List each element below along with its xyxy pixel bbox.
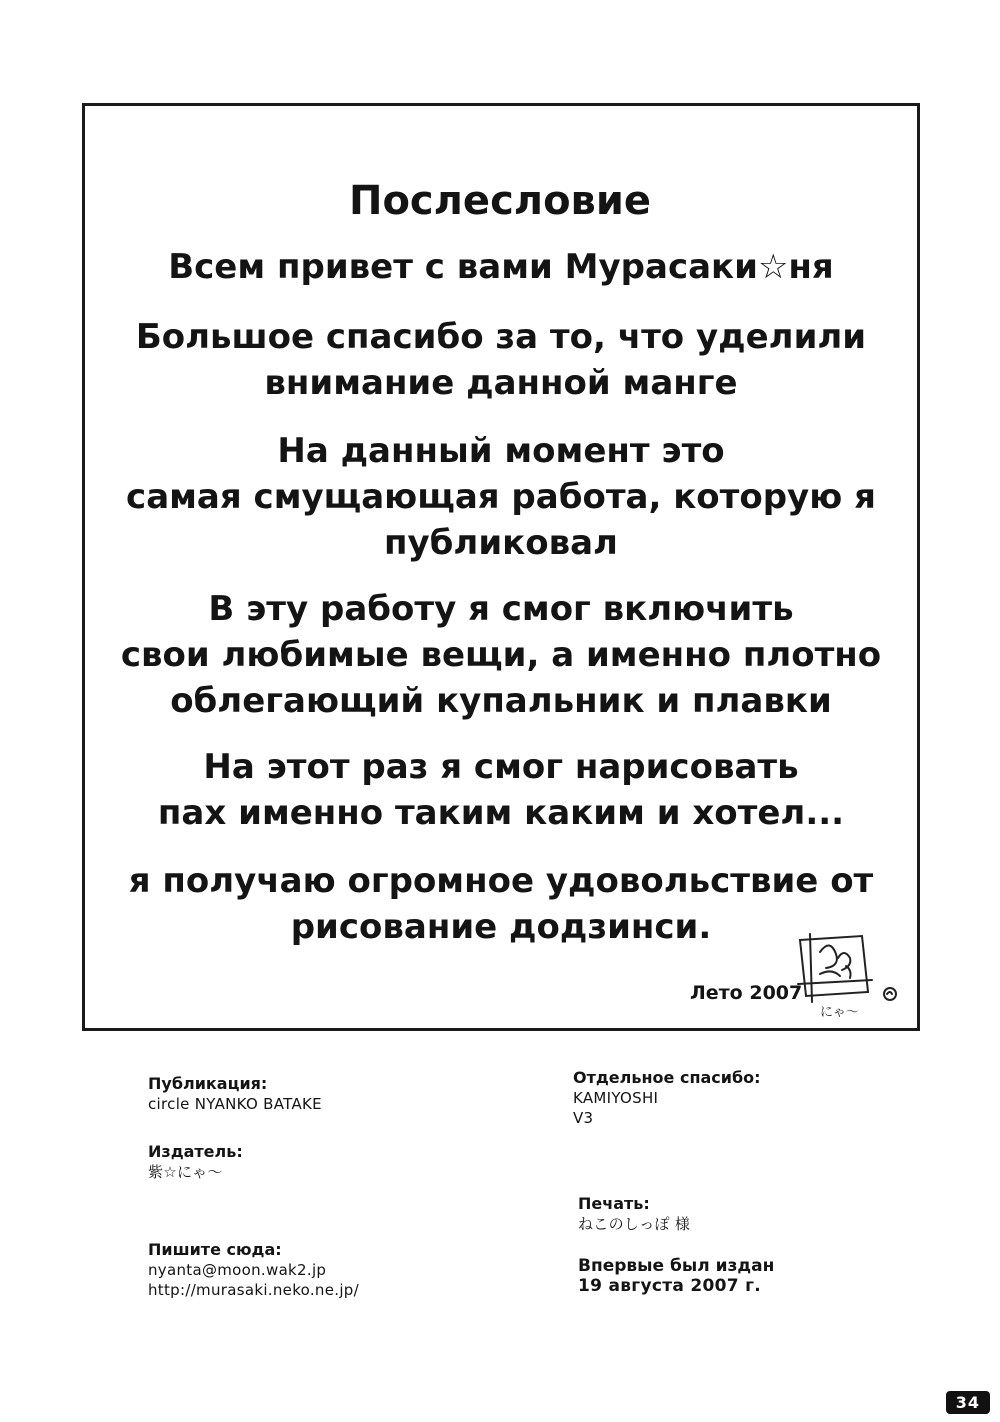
paragraph-line: В эту работу я смог включить [208, 589, 794, 629]
afterword-paragraph-1 [82, 244, 920, 290]
signature-doodle-text: にゃ〜 [820, 1005, 859, 1020]
paragraph-line: облегающий купальник и плавки [170, 681, 832, 721]
credit-thanks [573, 1068, 761, 1128]
credit-first-published [578, 1256, 774, 1296]
credit-publisher [148, 1142, 243, 1182]
credit-publication [148, 1074, 322, 1114]
credit-label: Отдельное спасибо: [573, 1068, 761, 1087]
paragraph-line: рисование додзинси. [290, 907, 712, 947]
paragraph-line: самая смущающая работа, которую я [126, 477, 876, 517]
credit-value: circle NYANKO BATAKE [148, 1095, 322, 1113]
credit-value: 紫☆にゃ〜 [148, 1163, 223, 1181]
credit-label: Публикация: [148, 1074, 268, 1093]
signature-doodle-icon [790, 922, 900, 1022]
credit-label: Пишите сюда: [148, 1240, 282, 1259]
paragraph-line: На этот раз я смог нарисовать [203, 747, 799, 787]
signature-date: Лето 2007 [690, 982, 803, 1004]
credit-value: 19 августа 2007 г. [578, 1276, 762, 1296]
credit-print [578, 1194, 690, 1234]
credit-value: V3 [573, 1109, 594, 1127]
paragraph-line: пах именно таким каким и хотел... [157, 793, 845, 833]
paragraph-line: Большое спасибо за то, что уделили [135, 317, 867, 357]
paragraph-line: Всем привет с вами Мурасаки☆ня [168, 247, 834, 287]
credit-contact [148, 1240, 359, 1300]
afterword-paragraph-5 [82, 744, 920, 836]
credit-website: http://murasaki.neko.ne.jp/ [148, 1281, 359, 1299]
afterword-paragraph-2 [82, 314, 920, 406]
afterword-paragraph-3 [82, 428, 920, 566]
afterword-paragraph-4 [82, 586, 920, 724]
paragraph-line: На данный момент это [277, 431, 725, 471]
credit-email: nyanta@moon.wak2.jp [148, 1261, 327, 1279]
page-title: Послесловие [348, 178, 652, 224]
paragraph-line: публиковал [384, 523, 618, 563]
paragraph-line: я получаю огромное удовольствие от [128, 861, 874, 901]
page-number-badge: 34 [946, 1391, 990, 1414]
credit-label: Издатель: [148, 1142, 243, 1161]
credit-label: Печать: [578, 1194, 650, 1213]
credit-value: KAMIYOSHI [573, 1089, 659, 1107]
credit-value: ねこのしっぽ 様 [578, 1215, 691, 1233]
paragraph-line: свои любимые вещи, а именно плотно [120, 635, 882, 675]
credit-label: Впервые был издан [578, 1256, 775, 1276]
paragraph-line: внимание данной манге [264, 363, 738, 403]
